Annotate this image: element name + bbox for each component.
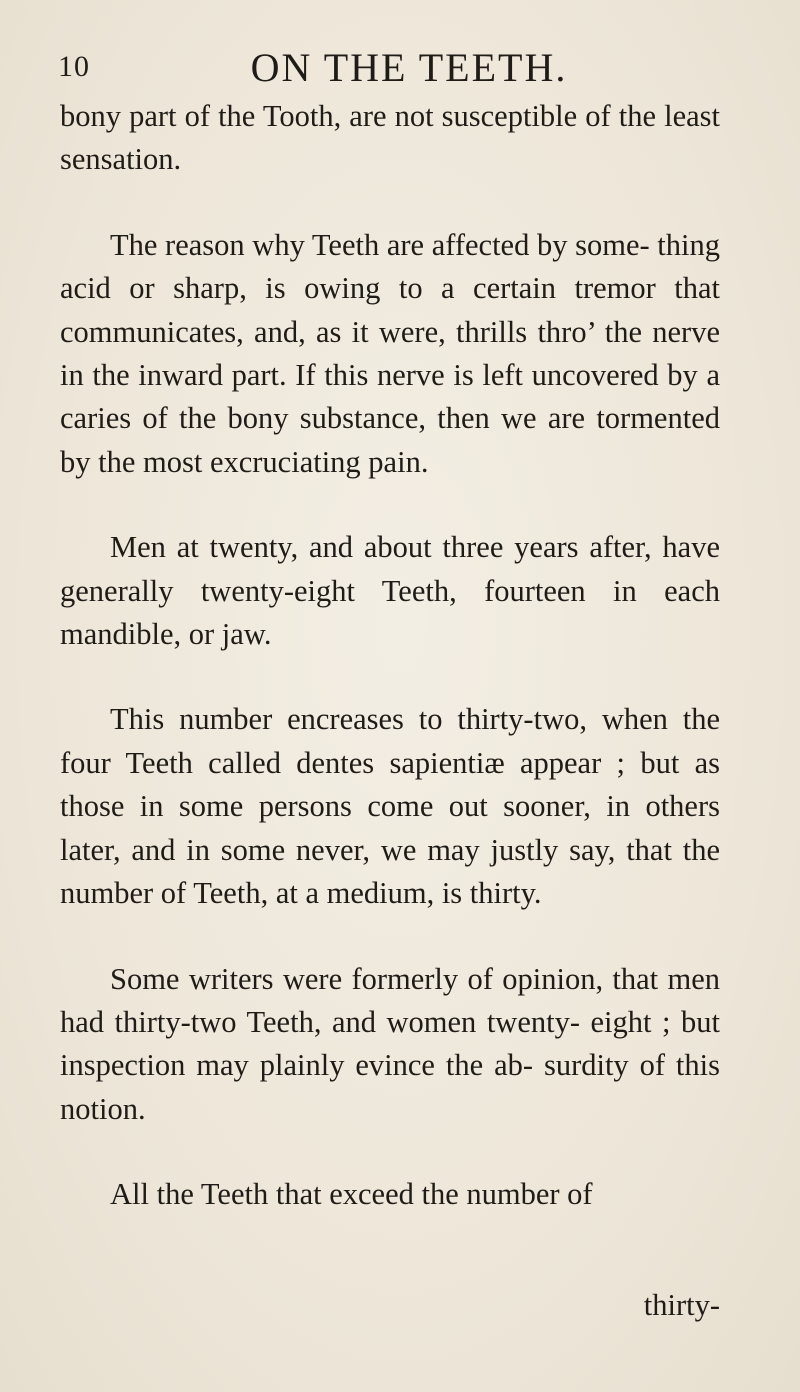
page-body <box>60 95 720 1217</box>
paragraph: bony part of the Tooth, are not susceptible of the least sensation. <box>60 99 720 177</box>
paragraph: All the Teeth that exceed the number of <box>110 1177 593 1212</box>
catchword: thirty- <box>643 1288 720 1322</box>
running-head: ON THE TEETH. <box>250 45 568 90</box>
paragraph: Some writers were formerly of opinion, that men had thirty-two Teeth, and women twenty- eight ; but inspection may plainly evince the ab- surdity of this notion. <box>60 961 720 1126</box>
page-header <box>58 40 720 90</box>
paragraph: The reason why Teeth are affected by some- thing acid or sharp, is owing to a certain tremor that communicates, and, as it were, thrills thro’ the nerve in the inward part. If this nerve is left uncovered by a caries of the bony substance, then we are tormented by the most excruciating pain. <box>60 227 720 479</box>
paragraph: This number encreases to thirty-two, when the four Teeth called dentes sapientiæ appear ; but as those in some persons come out sooner, in others later, and in some never, we may justly say, that the number of Teeth, at a medium, is thirty. <box>60 702 720 911</box>
page-number: 10 <box>58 50 90 83</box>
paragraph: Men at twenty, and about three years after, have generally twenty-eight Teeth, fourteen in each mandible, or jaw. <box>60 530 720 652</box>
